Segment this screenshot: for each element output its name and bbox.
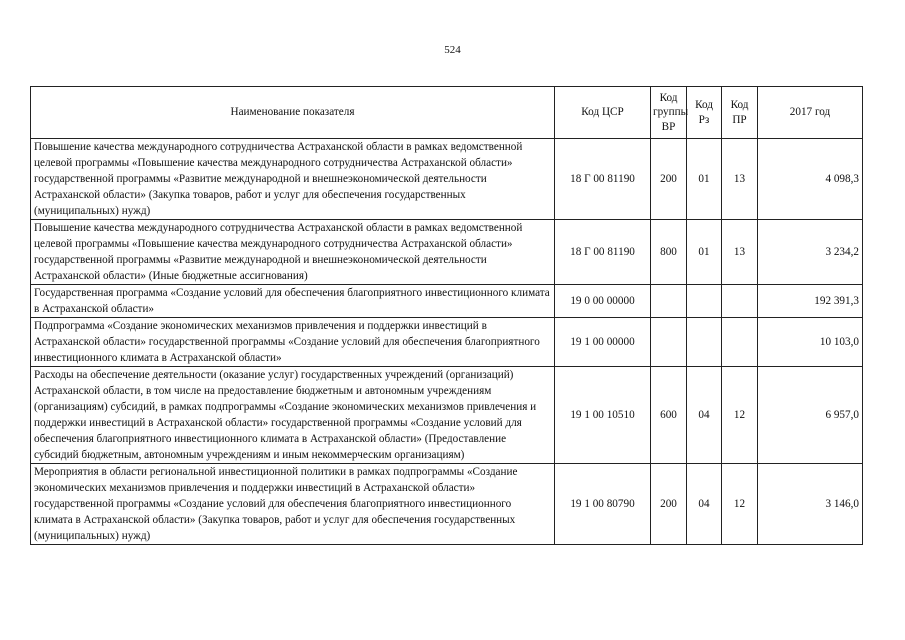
row-sum: 10 103,0 bbox=[758, 318, 863, 367]
table-header bbox=[31, 87, 863, 139]
row-pr: 13 bbox=[722, 139, 758, 220]
row-name: Расходы на обеспечение деятельности (оказание услуг) государственных учреждений (организаций) Астраханской области, в том числе на предоставление бюджетным и автономным учреждениям (организациям) субсидий, в рамках подпрограммы «Создание экономических механизмов привлечения и поддержки инвестиций в Астраханской области» государственной программы «Создание условий для обеспечения благоприятного инвестиционного климата в Астраханской области» (Предоставление субсидий бюджетным, автономным учреждениям и иным некоммерческим организациям) bbox=[31, 367, 555, 464]
header-pr: Код ПР bbox=[722, 87, 758, 139]
row-rz bbox=[687, 285, 722, 318]
row-rz: 04 bbox=[687, 464, 722, 545]
row-csr: 19 1 00 10510 bbox=[555, 367, 651, 464]
header-csr: Код ЦСР bbox=[555, 87, 651, 139]
row-vr bbox=[651, 318, 687, 367]
row-sum: 3 146,0 bbox=[758, 464, 863, 545]
row-name: Повышение качества международного сотрудничества Астраханской области в рамках ведомственной целевой программы «Повышение качества международного сотрудничества Астраханской области» государственной программы «Развитие международной и внешнеэкономической деятельности Астраханской области» (Закупка товаров, работ и услуг для обеспечения государственных (муниципальных) нужд) bbox=[31, 139, 555, 220]
table-row bbox=[31, 367, 863, 464]
row-name: Мероприятия в области региональной инвестиционной политики в рамках подпрограммы «Создание экономических механизмов привлечения и поддержки инвестиций в Астраханской области» государственной программы «Создание условий для обеспечения благоприятного инвестиционного климата в Астраханской области» (Закупка товаров, работ и услуг для обеспечения государственных (муниципальных) нужд) bbox=[31, 464, 555, 545]
row-vr: 800 bbox=[651, 220, 687, 285]
row-rz bbox=[687, 318, 722, 367]
row-name: Государственная программа «Создание условий для обеспечения благоприятного инвестиционного климата в Астраханской области» bbox=[31, 285, 555, 318]
row-csr: 19 1 00 80790 bbox=[555, 464, 651, 545]
row-name: Повышение качества международного сотрудничества Астраханской области в рамках ведомственной целевой программы «Повышение качества международного сотрудничества Астраханской области» государственной программы «Развитие международной и внешнеэкономической деятельности Астраханской области» (Иные бюджетные ассигнования) bbox=[31, 220, 555, 285]
row-sum: 192 391,3 bbox=[758, 285, 863, 318]
budget-table bbox=[30, 86, 863, 545]
row-vr: 200 bbox=[651, 139, 687, 220]
row-sum: 4 098,3 bbox=[758, 139, 863, 220]
table-row bbox=[31, 464, 863, 545]
table-row bbox=[31, 285, 863, 318]
row-sum: 6 957,0 bbox=[758, 367, 863, 464]
table-row bbox=[31, 139, 863, 220]
header-rz: Код Рз bbox=[687, 87, 722, 139]
row-rz: 01 bbox=[687, 220, 722, 285]
row-pr bbox=[722, 285, 758, 318]
row-vr: 600 bbox=[651, 367, 687, 464]
header-vr: Код группы ВР bbox=[651, 87, 687, 139]
row-csr: 18 Г 00 81190 bbox=[555, 139, 651, 220]
row-name: Подпрограмма «Создание экономических механизмов привлечения и поддержки инвестиций в Астраханской области» государственной программы «Создание условий для обеспечения благоприятного инвестиционного климата в Астраханской области» bbox=[31, 318, 555, 367]
row-csr: 19 1 00 00000 bbox=[555, 318, 651, 367]
header-name: Наименование показателя bbox=[31, 87, 555, 139]
row-pr: 13 bbox=[722, 220, 758, 285]
page-number: 524 bbox=[444, 44, 461, 56]
row-pr bbox=[722, 318, 758, 367]
row-rz: 04 bbox=[687, 367, 722, 464]
row-rz: 01 bbox=[687, 139, 722, 220]
row-pr: 12 bbox=[722, 464, 758, 545]
table-row bbox=[31, 318, 863, 367]
row-sum: 3 234,2 bbox=[758, 220, 863, 285]
row-vr: 200 bbox=[651, 464, 687, 545]
row-csr: 19 0 00 00000 bbox=[555, 285, 651, 318]
row-csr: 18 Г 00 81190 bbox=[555, 220, 651, 285]
row-pr: 12 bbox=[722, 367, 758, 464]
header-sum: 2017 год bbox=[758, 87, 863, 139]
row-vr bbox=[651, 285, 687, 318]
table-row bbox=[31, 220, 863, 285]
